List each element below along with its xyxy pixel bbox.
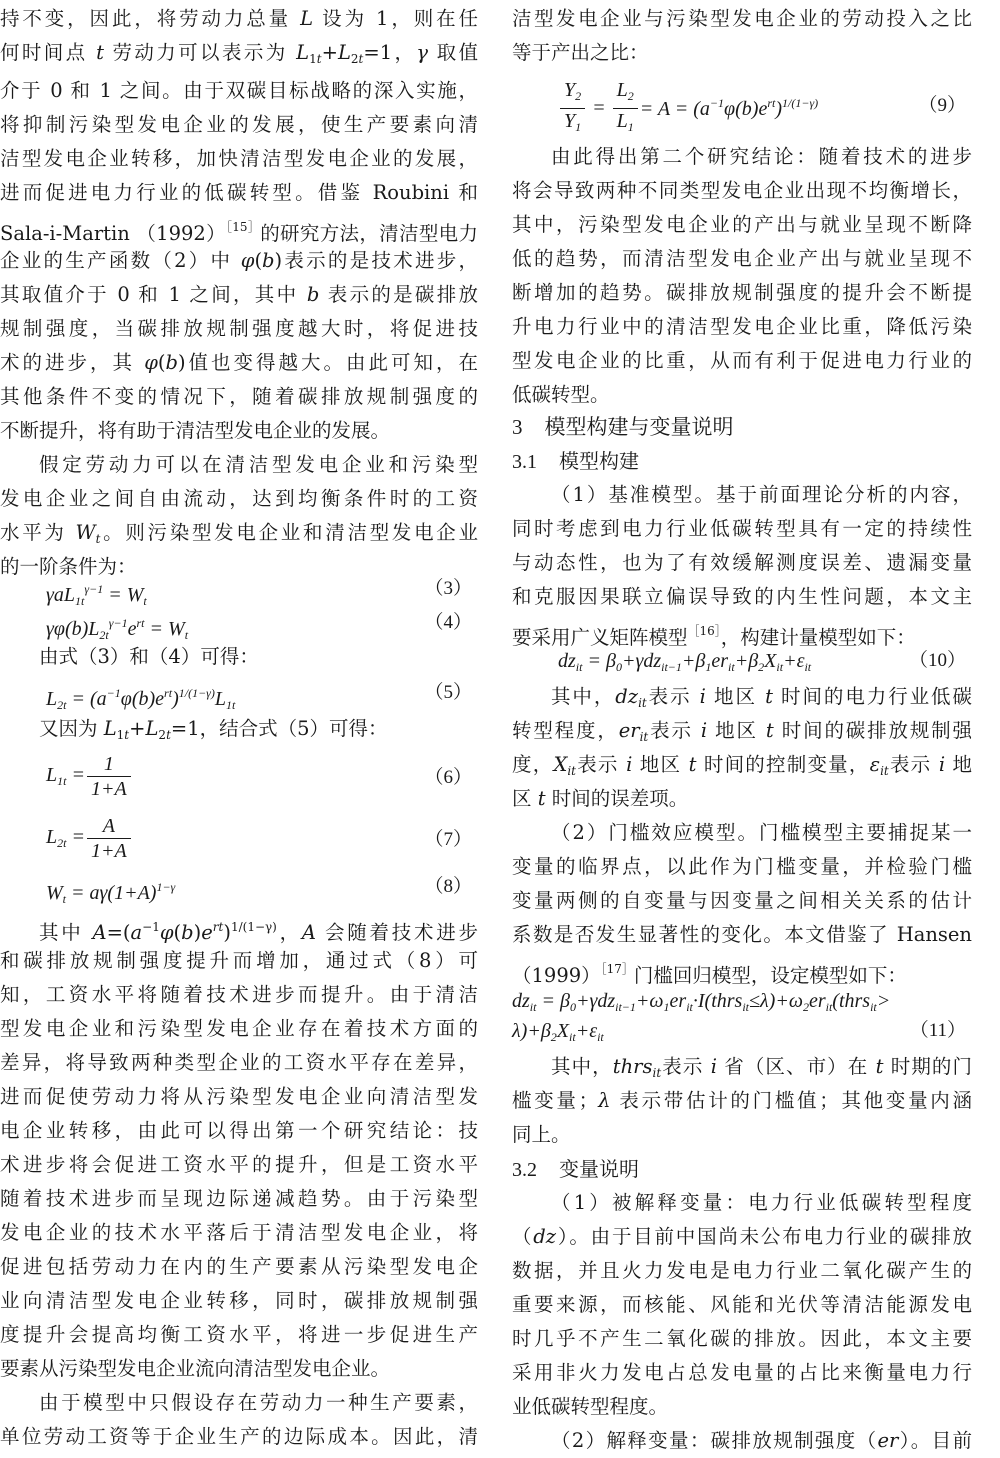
text-line: 其中，污染型发电企业的产出与就业呈现不断降 [512,213,972,236]
equation-body: $\gamma aL_{1t}^{\gamma-1} = W_t$ [46,582,147,608]
text-line: 水平为 $W_t$。则污染型发电企业和清洁型发电企业 [0,521,478,546]
equation [512,986,972,1016]
text-line: 进而促进电力行业的低碳转型。借鉴 Roubini 和 [0,181,478,204]
text-line: 规制强度，当碳排放规制强度越大时，将促进技 [0,317,478,340]
equation-body: $L_{2t} = (a^{-1}\varphi(b)e^{rt})^{1/(1-\gamma)}L_{1t}$ [46,686,236,712]
text-line: （1999）$^{[17]}$门槛回归模型，设定模型如下： [512,962,907,987]
text-line: 又因为 $L_{1t}+L_{2t}=1$，结合式（5）可得： [39,717,388,742]
equation [0,608,478,642]
equation-number: （7） [424,829,472,850]
text-line: 同上。 [512,1123,571,1146]
text-line: 低的趋势，而清洁型发电企业产出与就业呈现不 [512,247,972,270]
equation [0,678,478,712]
text-line: 术的进步，其 φ(b)值也变得越大。由此可知，在 [0,351,479,374]
text-line: 同时考虑到电力行业低碳转型具有一定的持续性 [512,517,972,540]
section-heading [512,410,972,444]
section-number: 3.1 [512,451,537,473]
text-line: 度，$X_{it}$表示 i 地区 t 时间的控制变量，$\varepsilon_{it}$表示 i 地 [512,753,972,778]
text-line: 和克服因果联立偏误导致的内生性问题，本文主 [512,585,972,608]
text-line: 知，工资水平将随着技术进步而提升。由于清洁 [0,983,478,1006]
text-line: 数据，并且火力发电是电力行业二氧化碳产生的 [512,1259,972,1282]
equation [0,872,478,906]
text-line: 的一阶条件为： [0,555,137,578]
text-line: 区 t 时间的误差项。 [512,787,689,810]
equation-body: $dz_{it} = \beta_0+\gamma dz_{it-1}+\beta_1er_{it}+\beta_2X_{it}+\varepsilon_{it}$ [558,650,812,674]
equation-number: （9） [918,95,966,116]
text-line: 低碳转型。 [512,383,610,406]
equation-number: （5） [424,682,472,703]
text-line: 系数是否发生显著性的变化。本文借鉴了 Hansen [512,923,972,946]
equation-body: $L_{1t}$ = $\frac{1}{1+A}$ [46,752,133,801]
equation-number: （4） [424,612,472,633]
equation [512,1016,972,1046]
text-line: 其中，thrs$_{it}$表示 i 省（区、市）在 t 时期的门 [551,1055,973,1080]
section-number: 3 [512,415,523,439]
text-line: 等于产出之比： [512,41,649,64]
text-line: 其中，$dz_{it}$表示 i 地区 t 时间的电力行业低碳 [551,685,972,710]
section-title: 模型构建与变量说明 [544,415,734,439]
section-title: 变量说明 [559,1157,639,1181]
text-line: 要采用广义矩阵模型$^{[16]}$，构建计量模型如下： [512,624,916,649]
text-line: 变量的临界点，以此作为门槛变量，并检验门槛 [512,855,972,878]
equation-number: （10） [908,650,966,671]
text-line: 业向清洁型发电企业转移，同时，碳排放规制强 [0,1289,478,1312]
section-title: 模型构建 [559,449,639,473]
equation-number: （11） [909,1020,966,1041]
subsection-heading [512,1152,972,1186]
text-line: （2）解释变量：碳排放规制强度（er）。目前 [551,1429,972,1452]
equation-body: $\lambda)+\beta_2X_{it}+\varepsilon_{it}$ [512,1020,604,1044]
text-line: 假定劳动力可以在清洁型发电企业和污染型 [39,453,478,476]
text-line: 差异，将导致两种类型企业的工资水平存在差异， [0,1051,478,1074]
text-line: （1）被解释变量：电力行业低碳转型程度 [551,1191,972,1214]
text-line: 型发电企业和污染型发电企业存在着技术方面的 [0,1017,478,1040]
equation-number: （6） [424,767,472,788]
text-line: （2）门槛效应模型。门槛模型主要捕捉某一 [551,821,972,844]
text-line: 术进步将会促进工资水平的提升，但是工资水平 [0,1153,478,1176]
equation [512,646,972,676]
equation [0,574,478,608]
text-line: 将会导致两种不同类型发电企业出现不均衡增长， [512,179,972,202]
equation [512,78,972,132]
text-line: 单位劳动工资等于企业生产的边际成本。因此，清 [0,1425,478,1448]
subsection-heading [512,444,972,478]
equation-body: $W_t = a\gamma(1+A)^{1-\gamma}$ [46,880,176,906]
text-line: 时几乎不产生二氧化碳的排放。因此，本文主要 [512,1327,972,1350]
text-line: Sala-i-Martin （1992）$^{[15]}$的研究方法，清洁型电力 [0,220,478,245]
text-line: 业低碳转型程度。 [512,1395,669,1418]
equation [0,814,478,866]
equation-body: $\frac{Y_2}{Y_1}$ = $\frac{L_2}{L_1}$ = $A = (a^{-1}\varphi(b)e^{rt})^{1/(1-\gamma)}$ [558,78,818,139]
text-line: 进而促使劳动力将从污染型发电企业向清洁型发 [0,1085,478,1108]
text-line: 洁型发电企业与污染型发电企业的劳动投入之比 [512,7,972,30]
text-line: 发电企业的技术水平落后于清洁型发电企业，将 [0,1221,478,1244]
equation-body: $dz_{it}$ = $\beta_0+\gamma dz_{it-1}+\omega_1er_{it}\cdot I(thrs_{it}\le\lambda)+\omega_2er_{it}(thrs_{it}>$ [512,990,891,1014]
text-line: 度提升会提高均衡工资水平，将进一步促进生产 [0,1323,478,1346]
equation-body: $L_{2t}$ = $\frac{A}{1+A}$ [46,814,133,863]
text-line: 槛变量；λ 表示带估计的门槛值；其他变量内涵 [512,1089,972,1112]
text-line: 型发电企业的比重，从而有利于促进电力行业的 [512,349,972,372]
text-line: 促进包括劳动力在内的生产要素从污染型发电企 [0,1255,478,1278]
text-line: 采用非火力发电占总发电量的占比来衡量电力行 [512,1361,972,1384]
text-line: （1）基准模型。基于前面理论分析的内容， [551,483,972,506]
text-line: 洁型发电企业转移，加快清洁型发电企业的发展， [0,147,478,170]
text-line: 其中 $A=(a^{-1}\varphi(b)e^{rt})^{1/(1-\gamma)}$，A 会随着技术进步 [39,920,478,944]
text-line: 何时间点 t 劳动力可以表示为 $L_{1t}+L_{2t}=1$，γ 取值 [0,41,478,66]
text-line: 其取值介于 0 和 1 之间，其中 b 表示的是碳排放 [0,283,478,306]
text-line: 和碳排放规制强度提升而增加，通过式（8）可 [0,949,478,972]
text-line: 断增加的趋势。碳排放规制强度的提升会不断提 [512,281,972,304]
section-number: 3.2 [512,1159,537,1181]
text-line: 电企业转移，由此可以得出第一个研究结论：技 [0,1119,478,1142]
text-line: 重要来源，而核能、风能和光伏等清洁能源发电 [512,1293,972,1316]
text-line: 与动态性，也为了有效缓解测度误差、遗漏变量 [512,551,972,574]
text-line: 由于模型中只假设存在劳动力一种生产要素， [39,1391,478,1414]
text-line: 要素从污染型发电企业流向清洁型发电企业。 [0,1357,391,1380]
equation-number: （3） [424,578,472,599]
text-line: 变量两侧的自变量与因变量之间相关关系的估计 [512,889,972,912]
text-line: 升电力行业中的清洁型发电企业比重，降低污染 [512,315,972,338]
text-line: 转型程度，$er_{it}$表示 i 地区 t 时间的碳排放规制强 [512,719,972,744]
text-line: （dz）。由于目前中国尚未公布电力行业的碳排放 [512,1225,972,1248]
equation [0,752,478,804]
text-line: 持不变，因此，将劳动力总量 L 设为 1，则在任 [0,7,478,30]
text-line: 由式（3）和（4）可得： [39,645,259,668]
text-line: 发电企业之间自由流动，达到均衡条件时的工资 [0,487,478,510]
equation-body: $\gamma\varphi(b)L_{2t}^{\gamma-1}e^{rt} = W_t$ [46,616,189,642]
text-line: 不断提升，将有助于清洁型发电企业的发展。 [0,419,391,442]
text-line: 由此得出第二个研究结论：随着技术的进步 [551,145,972,168]
text-line: 随着技术进步而呈现边际递减趋势。由于污染型 [0,1187,478,1210]
text-line: 企业的生产函数（2）中 φ(b)表示的是技术进步， [0,249,479,272]
text-line: 将抑制污染型发电企业的发展，使生产要素向清 [0,113,478,136]
text-line: 介于 0 和 1 之间。由于双碳目标战略的深入实施， [0,79,478,102]
equation-number: （8） [424,876,472,897]
text-line: 其他条件不变的情况下，随着碳排放规制强度的 [0,385,478,408]
